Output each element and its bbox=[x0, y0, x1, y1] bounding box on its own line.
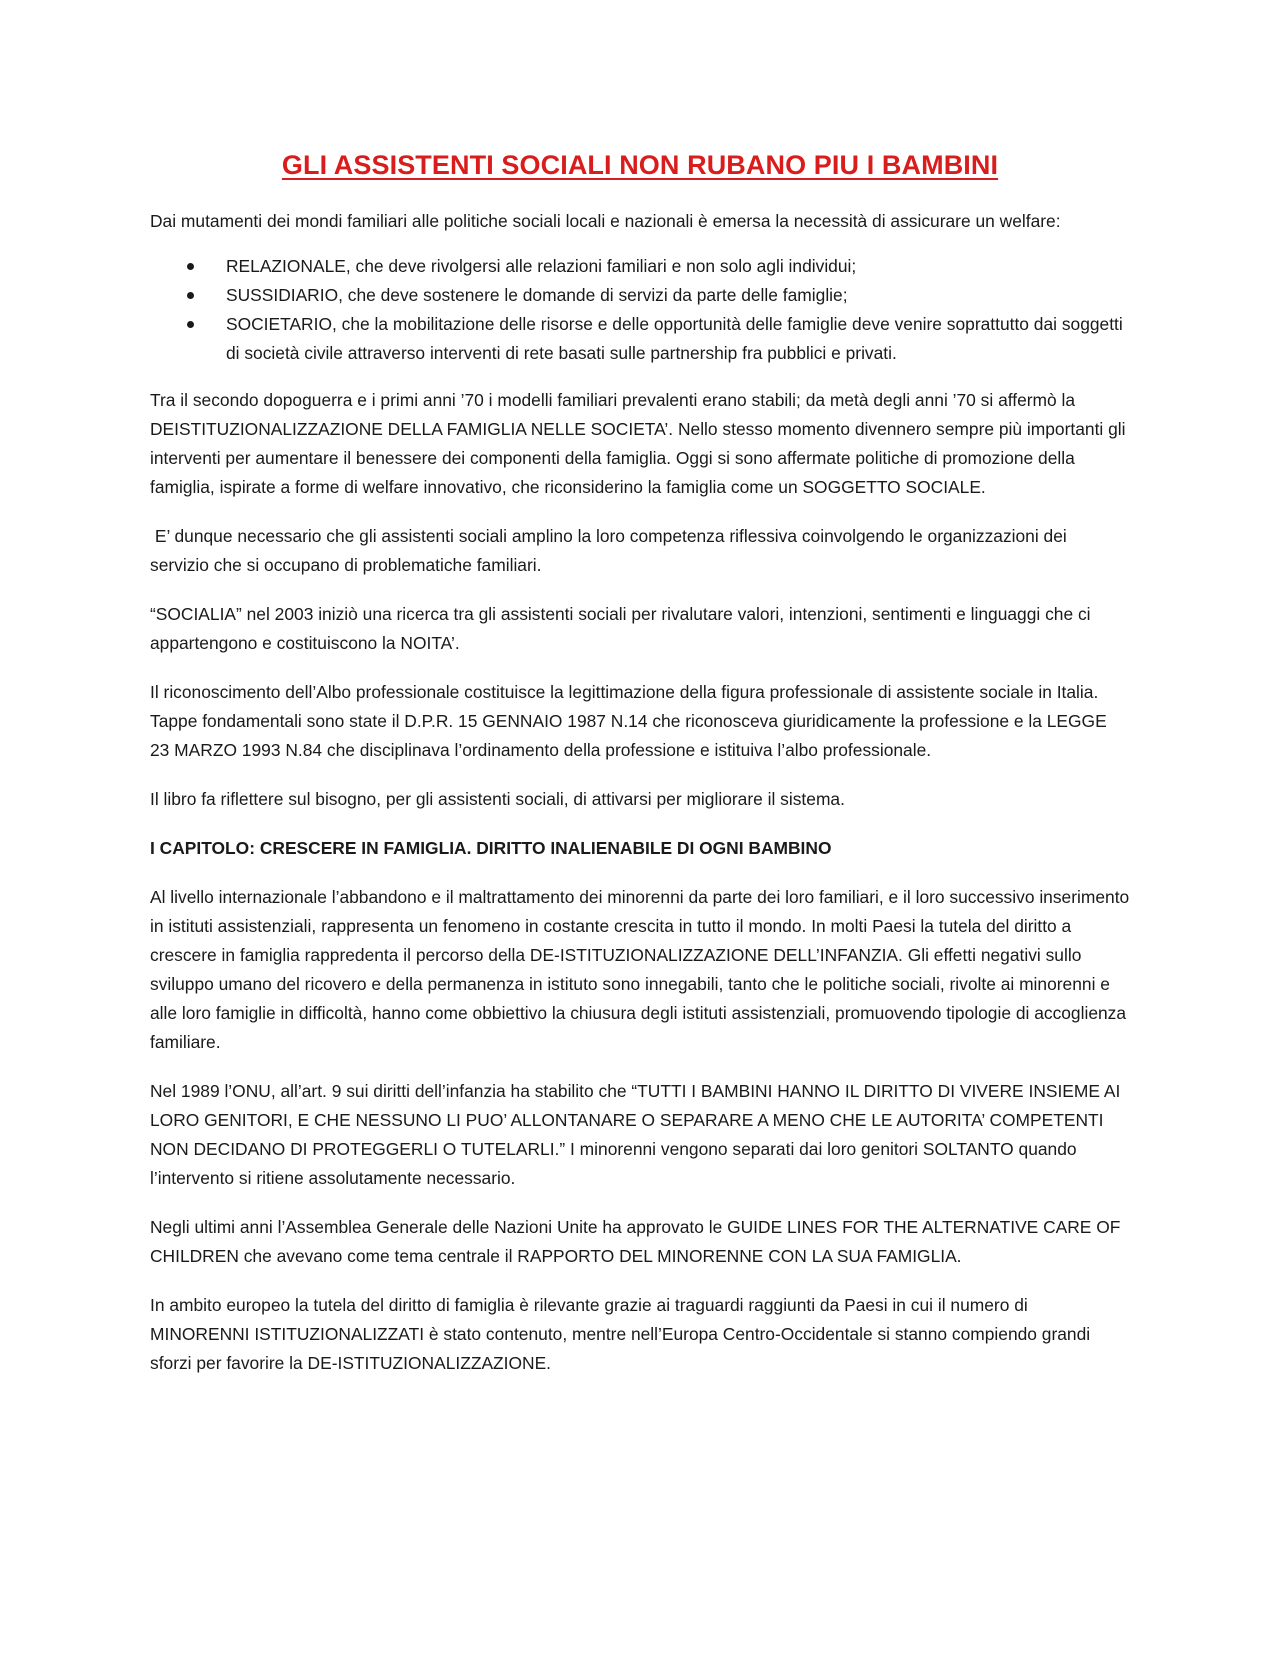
chapter-paragraph: Al livello internazionale l’abbandono e il maltrattamento dei minorenni da parte dei loro familiari, e il loro successivo inserimento in istituti assistenziali, rappresenta un fenomeno in costante crescita in tutto il mondo. In molti Paesi la tutela del diritto a crescere in famiglia rappredenta il percorso della DE-ISTITUZIONALIZZAZIONE DELL’INFANZIA. Gli effetti negativi sullo sviluppo umano del ricovero e della permanenza in istituto sono innegabili, tanto che le politiche sociali, rivolte ai minorenni e alle loro famiglie in difficoltà, hanno come obbiettivo la chiusura degli istituti assistenziali, promuovendo tipologie di accoglienza familiare. bbox=[150, 887, 1130, 1052]
bullet-item bbox=[150, 252, 1130, 281]
bullet-item bbox=[150, 310, 1130, 368]
bullet-text: RELAZIONALE, che deve rivolgersi alle relazioni familiari e non solo agli individui; bbox=[226, 256, 857, 276]
document-title: GLI ASSISTENTI SOCIALI NON RUBANO PIU I BAMBINI bbox=[281, 150, 999, 180]
chapter-paragraph: Negli ultimi anni l’Assemblea Generale delle Nazioni Unite ha approvato le GUIDE LINES FOR THE ALTERNATIVE CARE OF CHILDREN che avevano come tema centrale il RAPPORTO DEL MINORENNE CON LA SUA FAMIGLIA. bbox=[150, 1217, 1121, 1266]
document-page bbox=[150, 150, 1130, 1398]
body-paragraph: Il riconoscimento dell’Albo professionale costituisce la legittimazione della figura professionale di assistente sociale in Italia. Tappe fondamentali sono state il D.P.R. 15 GENNAIO 1987 N.14 che riconosceva giuridicamente la professione e la LEGGE 23 MARZO 1993 N.84 che disciplinava l’ordinamento della professione e istituiva l’albo professionale. bbox=[150, 682, 1107, 760]
chapter-paragraph: Nel 1989 l’ONU, all’art. 9 sui diritti dell’infanzia ha stabilito che “TUTTI I BAMBINI HANNO IL DIRITTO DI VIVERE INSIEME AI LORO GENITORI, E CHE NESSUNO LI PUO’ ALLONTANARE O SEPARARE A MENO CHE LE AUTORITA’ COMPETENTI NON DECIDANO DI PROTEGGERLI O TUTELARLI.” I minorenni vengono separati dai loro genitori SOLTANTO quando l’intervento si ritiene assolutamente necessario. bbox=[150, 1081, 1121, 1188]
bullet-text: SUSSIDIARIO, che deve sostenere le domande di servizi da parte delle famiglie; bbox=[226, 285, 848, 305]
bullet-icon bbox=[187, 263, 194, 270]
intro-paragraph: Dai mutamenti dei mondi familiari alle politiche sociali locali e nazionali è emersa la necessità di assicurare un welfare: bbox=[150, 211, 1061, 231]
bullet-icon bbox=[187, 321, 194, 328]
bullet-item bbox=[150, 281, 1130, 310]
welfare-bullet-list bbox=[150, 252, 1130, 368]
chapter-heading: I CAPITOLO: CRESCERE IN FAMIGLIA. DIRITTO INALIENABILE DI OGNI BAMBINO bbox=[150, 838, 832, 858]
body-paragraph: “SOCIALIA” nel 2003 iniziò una ricerca tra gli assistenti sociali per rivalutare valori, intenzioni, sentimenti e linguaggi che ci appartengono e costituiscono la NOITA’. bbox=[150, 604, 1091, 653]
bullet-icon bbox=[187, 292, 194, 299]
body-paragraph: Tra il secondo dopoguerra e i primi anni ’70 i modelli familiari prevalenti erano stabili; da metà degli anni ’70 si affermò la DEISTITUZIONALIZZAZIONE DELLA FAMIGLIA NELLE SOCIETA’. Nello stesso momento divennero sempre più importanti gli interventi per aumentare il benessere dei componenti della famiglia. Oggi si sono affermate politiche di promozione della famiglia, ispirate a forme di welfare innovativo, che riconsiderino la famiglia come un SOGGETTO SOCIALE. bbox=[150, 390, 1126, 497]
body-paragraph: E’ dunque necessario che gli assistenti sociali amplino la loro competenza riflessiva coinvolgendo le organizzazioni dei servizio che si occupano di problematiche familiari. bbox=[150, 526, 1072, 575]
chapter-paragraph: In ambito europeo la tutela del diritto di famiglia è rilevante grazie ai traguardi raggiunti da Paesi in cui il numero di MINORENNI ISTITUZIONALIZZATI è stato contenuto, mentre nell’Europa Centro-Occidentale si stanno compiendo grandi sforzi per favorire la DE-ISTITUZIONALIZZAZIONE. bbox=[150, 1295, 1091, 1373]
body-paragraph: Il libro fa riflettere sul bisogno, per gli assistenti sociali, di attivarsi per migliorare il sistema. bbox=[150, 789, 845, 809]
bullet-text: SOCIETARIO, che la mobilitazione delle risorse e delle opportunità delle famiglie deve venire soprattutto dai soggetti di società civile attraverso interventi di rete basati sulle partnership fra pubblici e privati. bbox=[226, 314, 1123, 363]
